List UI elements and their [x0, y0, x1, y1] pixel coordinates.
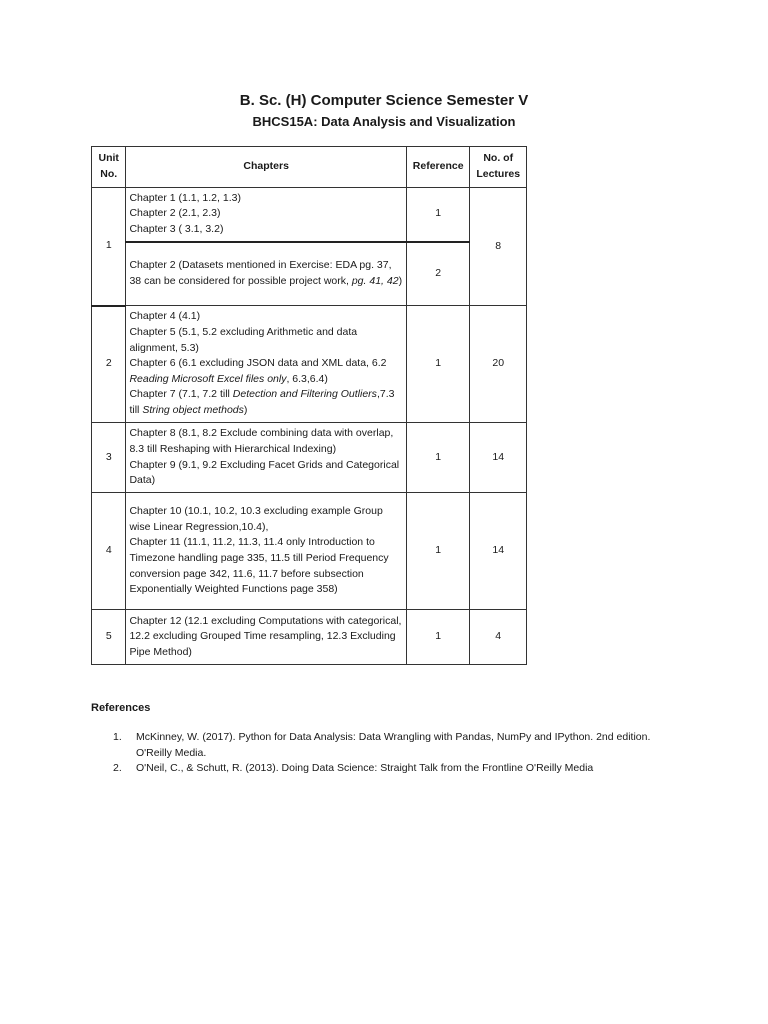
reference-number: 2.	[113, 762, 122, 775]
syllabus-table	[91, 146, 527, 665]
table-row	[92, 610, 527, 665]
chapters-cell: Chapter 8 (8.1, 8.2 Exclude combining data with overlap, 8.3 till Reshaping with Hierarchical Indexing) Chapter 9 (9.1, 9.2 Excluding Facet Grids and Categorical Data)	[126, 423, 406, 493]
table-row	[92, 188, 527, 242]
table-header-row	[92, 147, 527, 188]
reference-number: 1.	[113, 731, 122, 743]
reference-cell: 1	[406, 493, 470, 610]
reference-text: McKinney, W. (2017). Python for Data Analysis: Data Wrangling with Pandas, NumPy and IPython. 2nd edition. O'Reilly Media.	[136, 731, 651, 759]
lectures-cell: 14	[470, 423, 527, 493]
header-chapters: Chapters	[126, 147, 406, 188]
unit-cell: 3	[92, 423, 126, 493]
table-row	[92, 242, 527, 306]
reference-cell: 2	[406, 242, 470, 306]
lectures-cell: 14	[470, 493, 527, 610]
reference-item	[91, 730, 671, 761]
unit-cell: 1	[92, 188, 126, 306]
unit-cell: 4	[92, 493, 126, 610]
header-reference: Reference	[406, 147, 470, 188]
header-lectures: No. of Lectures	[470, 147, 527, 188]
page-title: B. Sc. (H) Computer Science Semester V	[239, 92, 529, 109]
reference-text: O'Neil, C., & Schutt, R. (2013). Doing Data Science: Straight Talk from the Frontline O'Reilly Media	[136, 762, 594, 775]
table-row	[92, 306, 527, 423]
chapters-cell: Chapter 1 (1.1, 1.2, 1.3) Chapter 2 (2.1, 2.3) Chapter 3 ( 3.1, 3.2)	[126, 188, 406, 242]
reference-cell: 1	[406, 610, 470, 665]
chapters-cell: Chapter 4 (4.1) Chapter 5 (5.1, 5.2 excluding Arithmetic and data alignment, 5.3) Chapter 6 (6.1 excluding JSON data and XML data, 6.2 Reading Microsoft Excel files only, 6.3,6.4) Chapter 7 (7.1, 7.2 till Detection and Filtering Outliers,7.3 till String object methods)	[126, 306, 406, 423]
reference-cell: 1	[406, 306, 470, 423]
lectures-cell: 20	[470, 306, 527, 423]
reference-item	[91, 761, 671, 777]
references-heading: References	[91, 702, 151, 714]
lectures-cell: 4	[470, 610, 527, 665]
chapters-cell: Chapter 2 (Datasets mentioned in Exercise: EDA pg. 37, 38 can be considered for possible project work, pg. 41, 42)	[126, 242, 406, 306]
reference-cell: 1	[406, 188, 470, 242]
course-subtitle: BHCS15A: Data Analysis and Visualization	[252, 114, 516, 129]
lectures-cell: 8	[470, 188, 527, 306]
unit-cell: 5	[92, 610, 126, 665]
references-list	[91, 730, 671, 777]
chapters-cell: Chapter 10 (10.1, 10.2, 10.3 excluding example Group wise Linear Regression,10.4), Chapter 11 (11.1, 11.2, 11.3, 11.4 only Introduction to Timezone handling page 335, 11.5 till Period Frequency conversion page 342, 11.6, 11.7 before subsection Exponentially Weighted Functions page 358)	[126, 493, 406, 610]
unit-cell: 2	[92, 306, 126, 423]
table-row	[92, 423, 527, 493]
chapters-cell: Chapter 12 (12.1 excluding Computations with categorical, 12.2 excluding Grouped Time resampling, 12.3 Excluding Pipe Method)	[126, 610, 406, 665]
header-unit-no: Unit No.	[92, 147, 126, 188]
table-row	[92, 493, 527, 610]
reference-cell: 1	[406, 423, 470, 493]
